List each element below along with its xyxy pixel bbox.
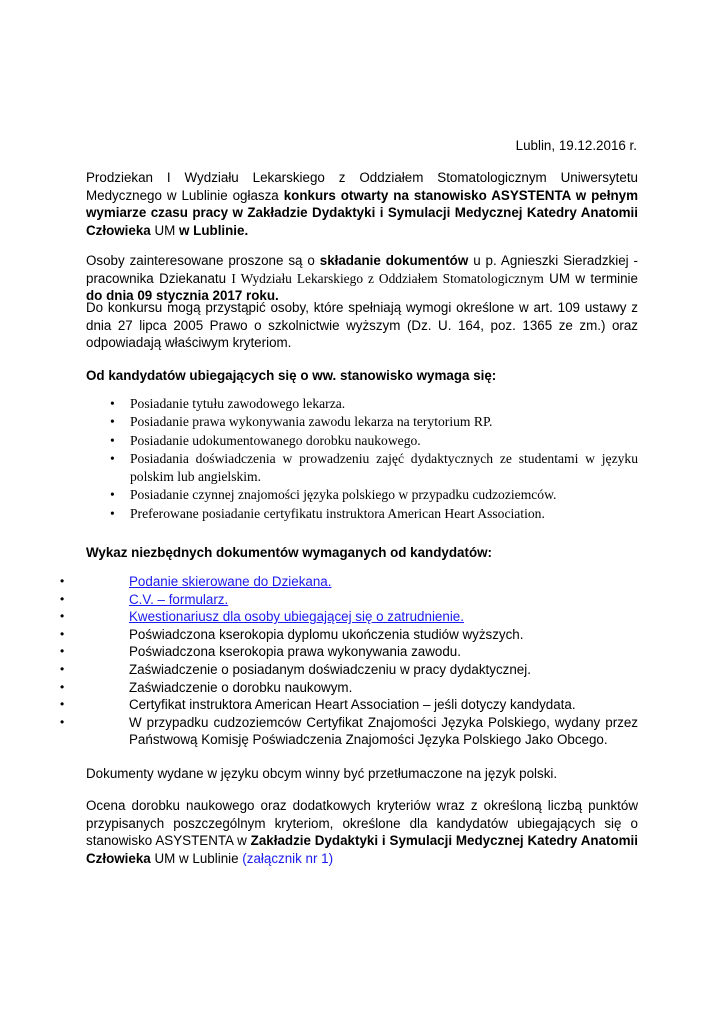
attachment-link[interactable]: (załącznik nr 1) bbox=[242, 850, 334, 866]
bullet-icon: • bbox=[110, 487, 115, 503]
bullet-icon: • bbox=[110, 432, 115, 448]
list-item: • W przypadku cudzoziemców Certyfikat Znajomości Języka Polskiego, wydany przez Państwową Komisję Poświadczenia Znajomości Języka Polskiego Jako Obcego. bbox=[60, 714, 638, 748]
evaluation-department-bold: Zakładzie Dydaktyki i Symulacji Medycznej Katedry Anatomii Człowieka bbox=[86, 833, 638, 866]
questionnaire-link[interactable]: Kwestionariusz dla osoby ubiegającej się o zatrudnienie. bbox=[129, 609, 464, 625]
list-item: • Zaświadczenie o dorobku naukowym. bbox=[60, 679, 353, 695]
intro-paragraph bbox=[86, 169, 638, 239]
evaluation-text: Ocena dorobku naukowego oraz dodatkowych kryteriów wraz z określoną liczbą punktów przypisanych poszczególnym kryteriom, określone dla kandydatów ubiegających się o stanowisko ASYSTENTA w bbox=[86, 798, 638, 848]
intro-city-bold: w Lublinie. bbox=[179, 222, 249, 238]
bullet-icon: • bbox=[60, 679, 65, 694]
bullet-icon: • bbox=[60, 609, 65, 624]
eligibility-paragraph: Do konkursu mogą przystąpić osoby, które spełniają wymogi określone w art. 109 ustawy z dnia 27 lipca 2005 Prawo o szkolnictwie wyższym (Dz. U. 164, poz. 1365 ze zm.) oraz odpowiadają właściwym kryteriom. bbox=[86, 300, 638, 350]
bullet-icon: • bbox=[60, 626, 65, 641]
bullet-icon: • bbox=[110, 414, 115, 430]
requirements-heading: Od kandydatów ubiegających się o ww. stanowisko wymaga się: bbox=[86, 368, 497, 383]
list-item: • Zaświadczenie o posiadanym doświadczeniu w pracy dydaktycznej. bbox=[60, 661, 531, 677]
submission-paragraph bbox=[86, 252, 638, 305]
list-item bbox=[60, 591, 638, 609]
submission-faculty: I Wydziału Lekarskiego z Oddziałem Stomatologicznym bbox=[231, 270, 544, 286]
bullet-icon: • bbox=[60, 591, 65, 606]
bullet-icon: • bbox=[60, 574, 65, 588]
requirements-list bbox=[108, 395, 638, 523]
submission-deadline-bold: do dnia 09 stycznia 2017 roku. bbox=[86, 288, 279, 303]
list-item: • Posiadanie czynnej znajomości języka polskiego w przypadku cudzoziemców. bbox=[108, 486, 638, 504]
intro-position-bold: konkurs otwarty na stanowisko ASYSTENTA w pełnym wymiarze czasu pracy w Zakładzie Dydaktyki i Symulacji Medycznej Katedry Anatomii Człowieka bbox=[86, 187, 638, 238]
bullet-icon: • bbox=[110, 505, 115, 521]
list-item: • Posiadanie udokumentowanego dorobku naukowego. bbox=[108, 432, 638, 450]
submission-text-1: Osoby zainteresowane proszone są o bbox=[86, 253, 320, 268]
bullet-icon: • bbox=[60, 714, 65, 729]
list-item: • Posiadanie prawa wykonywania zawodu lekarza na terytorium RP. bbox=[108, 413, 638, 431]
documents-heading: Wykaz niezbędnych dokumentów wymaganych od kandydatów: bbox=[86, 545, 493, 560]
intro-text: Prodziekan I Wydziału Lekarskiego z Oddziałem Stomatologicznym Uniwersytetu Medycznego w Lublinie ogłasza bbox=[86, 170, 638, 203]
list-item: • Posiadania doświadczenia w prowadzeniu zajęć dydaktycznych ze studentami w języku polskim lub angielskim. bbox=[110, 450, 638, 485]
evaluation-paragraph bbox=[86, 797, 638, 867]
bullet-icon: • bbox=[60, 661, 65, 676]
list-item: • Certyfikat instruktora American Heart Association – jeśli dotyczy kandydata. bbox=[60, 697, 576, 713]
submission-text-3: UM w terminie bbox=[543, 270, 638, 286]
bullet-icon: • bbox=[110, 396, 115, 411]
submission-text-2: u p. Agnieszki Sieradzkiej - pracownika Dziekanatu bbox=[86, 253, 638, 286]
list-item bbox=[60, 573, 638, 591]
list-item bbox=[60, 608, 638, 626]
list-item: • Poświadczona kserokopia prawa wykonywania zawodu. bbox=[60, 644, 461, 660]
bullet-icon: • bbox=[60, 644, 65, 659]
submission-docs-bold: składanie dokumentów bbox=[319, 253, 469, 268]
document-date: Lublin, 19.12.2016 r. bbox=[515, 138, 637, 153]
documents-list bbox=[60, 573, 638, 749]
bullet-icon: • bbox=[110, 450, 115, 466]
list-item: • Posiadanie tytułu zawodowego lekarza. bbox=[108, 395, 638, 413]
list-item: • Poświadczona kserokopia dyplomu ukończenia studiów wyższych. bbox=[60, 626, 524, 642]
evaluation-city: UM w Lublinie bbox=[150, 850, 243, 866]
application-link[interactable]: Podanie skierowane do Dziekana. bbox=[129, 574, 332, 589]
intro-um: UM bbox=[150, 222, 180, 238]
translation-note: Dokumenty wydane w języku obcym winny być przetłumaczone na język polski. bbox=[86, 766, 558, 781]
list-item: • Preferowane posiadanie certyfikatu instruktora American Heart Association. bbox=[108, 505, 638, 523]
cv-form-link[interactable]: C.V. – formularz. bbox=[129, 591, 229, 607]
bullet-icon: • bbox=[60, 697, 65, 712]
